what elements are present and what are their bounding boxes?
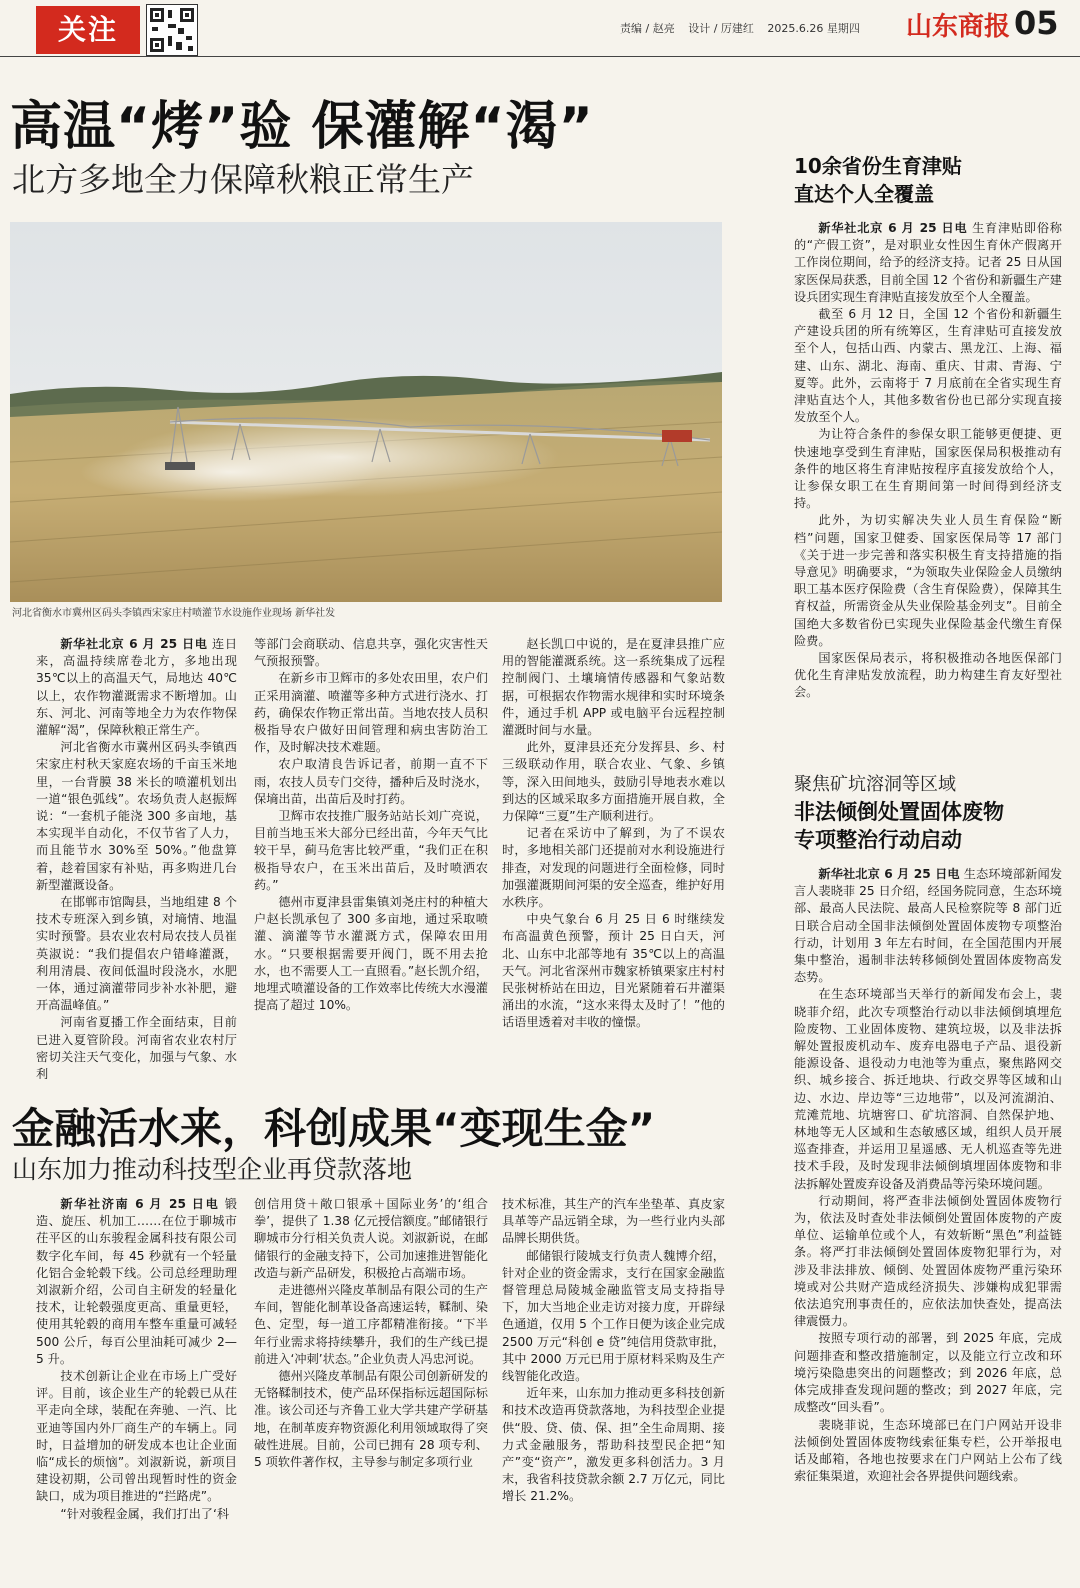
paragraph: 在生态环境部当天举行的新闻发布会上，裴晓菲介绍，此次专项整治行动以非法倾倒填埋危险废物、工业固体废物、建筑垃圾，以及非法拆解处置报废机动车、废弃电器电子产品、退役新能源设备、退役动力电池等为重点，聚焦路网交织、城乡接合、拆迁地块、行政交界等区域和山边、水边、岸边等“三边地带”，以及河流湖泊、荒滩荒地、坑塘窖口、矿坑溶洞、自然保护地、林地等无人区域和生态敏感区域，组织人员开展巡查排查，并运用卫星遥感、无人机巡查等先进技术手段，及时发现非法倾倒填埋固体废物和非法拆解处置废弃设备及消费品等污染环境问题。 [794,987,1062,1191]
paragraph [36,1196,237,1368]
paper-name: 山东商报 [906,12,1011,42]
story2-headline: 金融活水来，科创成果“变现生金” [12,1104,656,1153]
qr-code-icon [146,4,198,56]
dateline: 新华社北京 6 月 25 日电 [818,867,960,881]
dateline: 新华社北京 6 月 25 日电 [60,637,208,651]
paragraph: 德州兴隆皮革制品有限公司创新研发的无铬鞣制技术，使产品环保指标远超国际标准。该公司还与齐鲁工业大学共建产学研基地，在制革废弃物资源化利用领域取得了突破性进展。目前，公司已拥有 28 项专利、5 项软件著作权，主导参与制定多项行业 [254,1369,488,1470]
paragraph: 河南省夏播工作全面结束，目前已进入夏管阶段。河南省农业农村厅密切关注天气变化，加强与气象、水利 [36,1015,237,1082]
paragraph: 近年来，山东加力推动更多科技创新和技术改造再贷款落地，为科技型企业提供“股、贷、债、保、担”全生命周期、接力式金融服务，帮助科技型民企把“知产”变“资产”，激发更多科创活力。3 月末，我省科技贷款余额 2.7 万亿元，同比增长 21.2%。 [502,1386,725,1504]
paragraph-text: 连日来，高温持续席卷北方，多地出现 35℃以上的高温天气，局地达 40℃以上，农作物灌溉需求不断增加。山东、河北、河南等地全力为农作物保灌解“渴”，保障秋粮正常生产。 [36,637,238,738]
paragraph: 技术标准，其生产的汽车坐垫革、真皮家具革等产品远销全球，为一些行业内头部品牌长期供货。 [502,1197,725,1246]
paragraph: 邮储银行陵城支行负责人魏博介绍，针对企业的资金需求，支行在国家金融监督管理总局陵城金融监管支局支持指导下，加大当地企业走访对接力度，开辟绿色通道，仅用 5 个工作日便为该企业完成 2500 万元“科创 e 贷”纯信用贷款审批，其中 2000 万元已用于原材料采购及生产线智能化改造。 [502,1248,725,1384]
story2-subheadline: 山东加力推动科技型企业再贷款落地 [12,1155,413,1184]
paragraph: 截至 6 月 12 日，全国 12 个省份和新疆生产建设兵团的所有统筹区，生育津贴可直接发放至个人，包括山西、内蒙古、黑龙江、上海、福建、山东、湖北、海南、重庆、甘肃、青海、宁夏等。此外，云南将于 7 月底前在全省实现生育津贴直达个人，其他多数省份也已部分实现直接发放至个人。 [794,307,1062,425]
sidebar2-title-line-1: 非法倾倒处置固体废物 [794,800,1004,824]
paragraph: 在邯郸市馆陶县，当地组建 8 个技术专班深入到乡镇，对墒情、地温实时预警。县农业农村局农技人员崔英淑说：“我们提倡农户错峰灌溉，利用清晨、夜间低温时段浇水，水肥一体，通过滴灌带同步补水补肥，避开高温峰值。” [36,895,237,1013]
paragraph: 裴晓菲说，生态环境部已在门户网站开设非法倾倒处置固体废物线索征集专栏，公开举报电话及邮箱，各地也按要求在门户网站上公布了线索征集渠道，欢迎社会各界提供问题线索。 [794,1417,1062,1484]
paragraph: 此外，夏津县还充分发挥县、乡、村三级联动作用，联合农业、气象、乡镇等，深入田间地头，鼓励引导地表水难以到达的区域采取多方面措施开展自救，全力保障“三夏”生产顺利进行。 [502,740,725,824]
editor-credit: 责编 / 赵亮 [620,22,675,35]
sidebar1-title-line-1: 10余省份生育津贴 [794,154,962,178]
sidebar1-body [794,220,1062,702]
story2-column-3 [502,1196,725,1506]
paragraph-text: 生育津贴即俗称的“产假工资”，是对职业女性因生育休产假离开工作岗位期间，给予的经济支持。记者 25 日从国家医保局获悉，目前全国 12 个省份和新疆生产建设兵团实现生育津贴直接发放至个人全覆盖。 [794,221,1062,304]
paragraph: 记者在采访中了解到，为了不误农时，多地相关部门还提前对水利设施进行排查，对发现的问题进行全面检修，同时加强灌溉期间河渠的安全巡查，维护好用水秩序。 [502,826,725,910]
paragraph: 德州市夏津县雷集镇刘尧庄村的种植大户赵长凯承包了 300 多亩地，通过采取喷灌、滴灌等节水灌溉方式，保障农田用水。“只要根据需要开阀门，既不用去抢水，也不需要人工一直照看。”赵长凯介绍，地埋式喷灌设备的工作效率比传统大水漫灌提高了超过 10%。 [254,895,488,1013]
paragraph-text: 锻造、旋压、机加工……在位于聊城市茌平区的山东骏程金属科技有限公司数字化车间，每 45 秒就有一个轻量化铝合金轮毂下线。公司总经理助理刘淑新介绍，公司自主研发的轻量化技术，让轮毂强度更高、重量更轻，使用其轮毂的商用车整车重量可减轻 500 公斤，每百公里油耗可减少 2—5 升。 [36,1197,237,1366]
paragraph: 为让符合条件的参保女职工能够更便捷、更快速地享受到生育津贴，国家医保局积极推动有条件的地区将生育津贴按程序直接发放给个人，让参保女职工在生育期间第一时间得到经济支持。 [794,427,1062,511]
paragraph-text: 生态环境部新闻发言人裴晓菲 25 日介绍，经国务院同意，生态环境部、最高人民法院、最高人民检察院等 8 部门近日联合启动全国非法倾倒处置固体废物专项整治行动，计划用 3 年左右时间，在全国范围内开展集中整治，遏制非法转移倾倒处置固体废物高发态势。 [794,867,1063,985]
paragraph: 按照专项行动的部署，到 2025 年底，完成问题排查和整改措施制定，以及能立行立改和环境污染隐患突出的问题整改；到 2026 年底，总体完成排查发现问题的整改；到 2027 年底，完成整改“回头看”。 [794,1331,1062,1415]
paragraph: 国家医保局表示，将积极推动各地医保部门优化生育津贴发放流程，助力构建生育友好型社会。 [794,651,1062,700]
issue-date: 2025.6.26 星期四 [767,22,860,35]
dateline: 新华社北京 6 月 25 日电 [818,221,968,235]
paragraph: 行动期间，将严查非法倾倒处置固体废物行为，依法及时查处非法倾倒处置固体废物的产废单位、运输单位或个人，有效斩断“黑色”利益链条。将严打非法倾倒处置固体废物犯罪行为，对涉及非法排放、倾倒、处置固体废物严重污染环境或对公共财产造成经济损失、涉嫌构成犯罪需依法追究刑事责任的，应依法加快查处，提高法律震慑力。 [794,1193,1062,1329]
paragraph: 在新乡市卫辉市的多处农田里，农户们正采用滴灌、喷灌等多种方式进行浇水、打药，确保农作物正常出苗。当地农技人员积极指导农户做好田间管理和病虫害防治工作，及时解决技术难题。 [254,671,488,755]
sidebar1-title-line-2: 直达个人全覆盖 [794,182,934,206]
paragraph: 河北省衡水市冀州区码头李镇西宋家庄村秋天家庭农场的千亩玉米地里，一台背膜 38 米长的喷灌机划出一道“银色弧线”。农场负责人赵振辉说：“一套机子能浇 300 多亩地，基本实现半自动化，不仅节省了人力，而且能节水 30%至 50%。”他盘算着，趁着国家有补贴，再多购进几台新型灌溉设备。 [36,740,237,892]
story1-subheadline: 北方多地全力保障秋粮正常生产 [12,160,474,199]
paragraph: 创信用贷＋敞口银承＋国际业务’的‘组合拳’，提供了 1.38 亿元授信额度。”邮储银行聊城市分行相关负责人说。刘淑新说，在邮储银行的金融支持下，公司加速推进智能化改造与新产品研发，积极抢占高端市场。 [254,1197,488,1280]
sidebar2-kicker: 聚焦矿坑溶洞等区域 [794,774,956,795]
paragraph: 等部门会商联动、信息共享，强化灾害性天气预报预警。 [254,637,488,669]
paragraph: “针对骏程金属，我们打出了‘科 [60,1506,230,1521]
irrigation-photo [10,222,722,602]
sidebar2-title-line-2: 专项整治行动启动 [794,828,962,852]
dateline: 新华社济南 6 月 25 日电 [60,1197,220,1211]
paragraph [794,220,1062,306]
section-tag: 关注 [36,6,140,54]
story1-column-1 [36,636,237,1083]
header-rule [0,56,1080,57]
paragraph [36,636,237,739]
paragraph: 走进德州兴隆皮革制品有限公司的生产车间，智能化制革设备高速运转，鞣制、染色、定型，每一道工序都精准衔接。“下半年行业需求将持续攀升，我们的生产线已提前进入‘冲刺’状态。”企业负责人冯忠河说。 [254,1283,488,1366]
designer-credit: 设计 / 厉建红 [688,22,754,35]
story2-column-2 [254,1196,488,1471]
sidebar2-body [794,866,1062,1485]
page-number: 05 [1014,4,1059,42]
paragraph: 农户取清良告诉记者，前期一直不下雨，农技人员专门交待，播种后及时浇水，保墒出苗，出苗后及时打药。 [254,757,488,806]
page-meta [620,20,870,36]
paragraph: 中央气象台 6 月 25 日 6 时继续发布高温黄色预警，预计 25 日白天，河北、山东中北部等地有 35℃以上的高温天气。河北省深州市魏家桥镇栗家庄村村民张树桥站在田边，目光紧随着石井灌渠涌出的水流，“这水来得太及时了！”他的话语里透着对丰收的憧憬。 [502,912,725,1030]
story1-column-3 [502,636,725,1032]
photo-caption: 河北省衡水市冀州区码头李镇西宋家庄村喷灌节水设施作业现场 新华社发 [12,608,336,619]
page-header [0,0,1080,56]
story1-column-2 [254,636,488,1014]
paragraph: 赵长凯口中说的，是在夏津县推广应用的智能灌溉系统。这一系统集成了远程控制阀门、土壤墒情传感器和气象站数据，可根据农作物需水规律和实时环境条件，通过手机 APP 或电脑平台远程控制灌溉时间与水量。 [502,637,725,738]
paragraph: 卫辉市农技推广服务站站长刘广亮说，目前当地玉米大部分已经出苗，今年天气比较干旱，蓟马危害比较严重，“我们正在积极指导农户，在玉米出苗后，及时喷洒农药。” [254,809,488,892]
paragraph: 此外，为切实解决失业人员生育保险“断档”问题，国家卫健委、国家医保局等 17 部门《关于进一步完善和落实积极生育支持措施的指导意见》明确要求，“为领取失业保险金人员缴纳职工基本医疗保险费（含生育保险费），保障其生育权益，所需资金从失业保险基金列支”。目前全国绝大多数省份已实现失业保险基金代缴生育保险费。 [794,513,1062,648]
paragraph: 技术创新让企业在市场上广受好评。目前，该企业生产的轮毂已从茌平走向全球，装配在奔驰、一汽、比亚迪等国内外厂商生产的车辆上。同时，日益增加的研发成本也让企业面临“成长的烦恼”。刘淑新说，新项目建设初期，公司曾出现暂时性的资金缺口，成为项目推进的“拦路虎”。 [36,1369,237,1504]
story2-column-1 [36,1196,237,1523]
paragraph [794,866,1062,986]
story1-headline: 高温“烤”验 保灌解“渴” [10,97,594,157]
